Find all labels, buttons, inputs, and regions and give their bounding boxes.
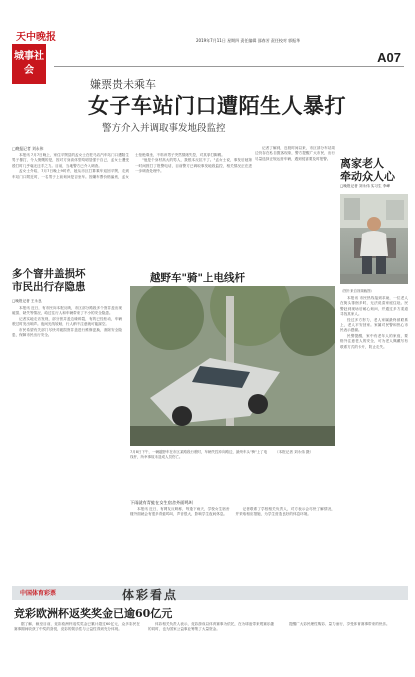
lottery-headline: 竞彩欧洲杯返奖奖金已逾60亿元 bbox=[14, 607, 173, 620]
right-byline: □晚报记者 刘永伟 实习生 李峰 bbox=[340, 184, 390, 188]
right-body bbox=[340, 296, 408, 581]
page-number: A07 bbox=[377, 50, 401, 65]
section-tag: 城事社会 bbox=[12, 44, 46, 84]
photo-credit: （本报记者 刘永伟 摄） bbox=[275, 450, 314, 454]
elderly-man-illustration bbox=[340, 194, 408, 284]
left-headline-line: 多个窨井盖损坏 bbox=[12, 268, 86, 280]
right-paragraph: 本报讯 市民热线接到求助，一位老人在街头徘徊多时，无法说清家庭住址。民警赶到现场后耐心询问，并通过多方渠道寻找其家人。 bbox=[340, 296, 408, 317]
suv-on-pole-illustration bbox=[130, 286, 335, 446]
left-headline-line: 市民出行存隐患 bbox=[12, 281, 86, 293]
left-paragraph: 记者实地走访发现，部分窨井盖边缘碎裂，有的已经松动，车辆驶过时发出响声。夜间光线较暗，行人稍不注意就可能踩空。 bbox=[12, 316, 122, 327]
left-paragraph: 本报讯 近日，有市民向本报反映，市区部分路段多个窨井盖出现破损、缺失等情况，给过往行人和车辆带来了不小的安全隐患。 bbox=[12, 306, 122, 316]
suv-on-pole-photo bbox=[130, 286, 335, 446]
newspaper-logo: 天中晚报 bbox=[16, 32, 56, 43]
lower-headline: 下雨就有青蛙在女生宿舍外面鸣叫 bbox=[130, 500, 193, 505]
right-headline-line: 牵动众人心 bbox=[340, 170, 395, 183]
lottery-body bbox=[14, 622, 408, 672]
header-rule bbox=[54, 66, 404, 67]
lead-paragraph: 本报讯 7月7日晚上，家住平舆县的孟女士在驻马店汽车站门口遭陌生男子暴打，令人愤慨的是，因对方身高体型均明显强于自己，孟女士遭受殴打时几乎毫无还手之力。目前，当地警方已介入调查。 bbox=[12, 153, 129, 168]
lead-subhead: 警方介入并调取事发地段监控 bbox=[102, 123, 226, 134]
lottery-paragraph: 据了解，截至目前，竞彩欧洲杯返奖奖金已累计超过60亿元，众多彩民在赛事期间收获了中奖的喜悦，竞彩的娱乐性与公益性得到充分体现。 bbox=[14, 622, 140, 632]
lottery-section-title: 体彩看点 bbox=[122, 588, 179, 602]
lower-paragraph: 记者联系了学校相关负责人，对方表示会尽快了解情况，并采取相应措施，为学生营造良好的休息环境。 bbox=[235, 507, 335, 517]
left-headline bbox=[12, 268, 86, 294]
photo-caption: 7月8日下午，一辆越野车在市区某路段行驶时，车辆失控冲向路边，最终车头"骑"上了电线杆，所幸事故未造成人员伤亡。 bbox=[130, 450, 268, 460]
lower-paragraph: 本报讯 近日，有网友反映称，每逢下雨天，学校女生宿舍楼外面就会有很多青蛙鸣叫，声音很大，影响学生夜间休息。 bbox=[130, 507, 230, 517]
right-headline bbox=[340, 157, 395, 183]
lottery-paragraph: 体彩相关负责人表示，竞彩游戏以体育赛事为依托，在为球迷带来观赛乐趣的同时，也为国家公益事业筹集了大量资金。 bbox=[148, 622, 274, 632]
right-headline-line: 离家老人 bbox=[340, 157, 384, 170]
lower-body bbox=[130, 507, 335, 582]
lottery-logo: 中国体育彩票 bbox=[20, 590, 57, 597]
lead-paragraph: 孟女士介绍，7月7日晚上9时许，她从市区打算乘车返回平舆，走到车站门口附近时，一名男子上前询问是否坐车。因嫌车票价格偏贵，孟女士拒绝乘坐，不料该男子突然情绪失控，对其拳打脚踢。 bbox=[12, 153, 225, 179]
date-line: 2019年7月11日 星期四 责任编辑 邵春芳 责任校对 郭振华 bbox=[196, 38, 301, 43]
lottery-paragraph: 提醒广大彩民理性购彩、量力而行，享受体育赛事带来的快乐。 bbox=[289, 622, 390, 626]
lead-body-continued bbox=[255, 146, 335, 263]
lottery-band bbox=[12, 586, 408, 600]
lead-body bbox=[12, 153, 252, 263]
right-photo-caption: （图片来自视频截图） bbox=[340, 289, 374, 293]
lead-paragraph: 记者了解到，近段时间以来，市区部分车站周边仍存在私自揽客现象，警方提醒广大市民，出行尽量选择正规运营车辆，遇到侵害要及时报警。 bbox=[255, 146, 335, 161]
masthead bbox=[0, 0, 415, 76]
lead-byline: □晚报记者 刘永伟 bbox=[12, 146, 44, 151]
photo-headline: 越野车"骑"上电线杆 bbox=[150, 272, 245, 284]
lead-kicker: 嫌票贵未乘车 bbox=[90, 78, 156, 91]
right-paragraph: 经过多方努力，老人家属最终被联系上，老人平安回家。家属对民警和热心市民表示感谢。 bbox=[340, 317, 408, 333]
left-body bbox=[12, 306, 122, 576]
elderly-man-photo bbox=[340, 194, 408, 284]
right-paragraph: 民警提醒，家中有老年人的家庭，要格外注意老人的安全，可为老人佩戴写有联系方式的卡片，防止走失。 bbox=[340, 333, 408, 349]
lead-headline: 女子车站门口遭陌生人暴打 bbox=[88, 93, 346, 118]
left-paragraph: 市民希望有关部门尽快对破损窨井盖进行维修更换，消除安全隐患，保障市民出行安全。 bbox=[12, 327, 122, 338]
left-byline: □晚报记者 王永良 bbox=[12, 299, 42, 303]
lead-paragraph: "他是个身材高大的男人，我根本反抗不了。"孟女士说，事发后她第一时间拨打了报警电话，目前警方已调取事发地段监控，相关情况正在进一步调查处理中。 bbox=[135, 158, 252, 174]
